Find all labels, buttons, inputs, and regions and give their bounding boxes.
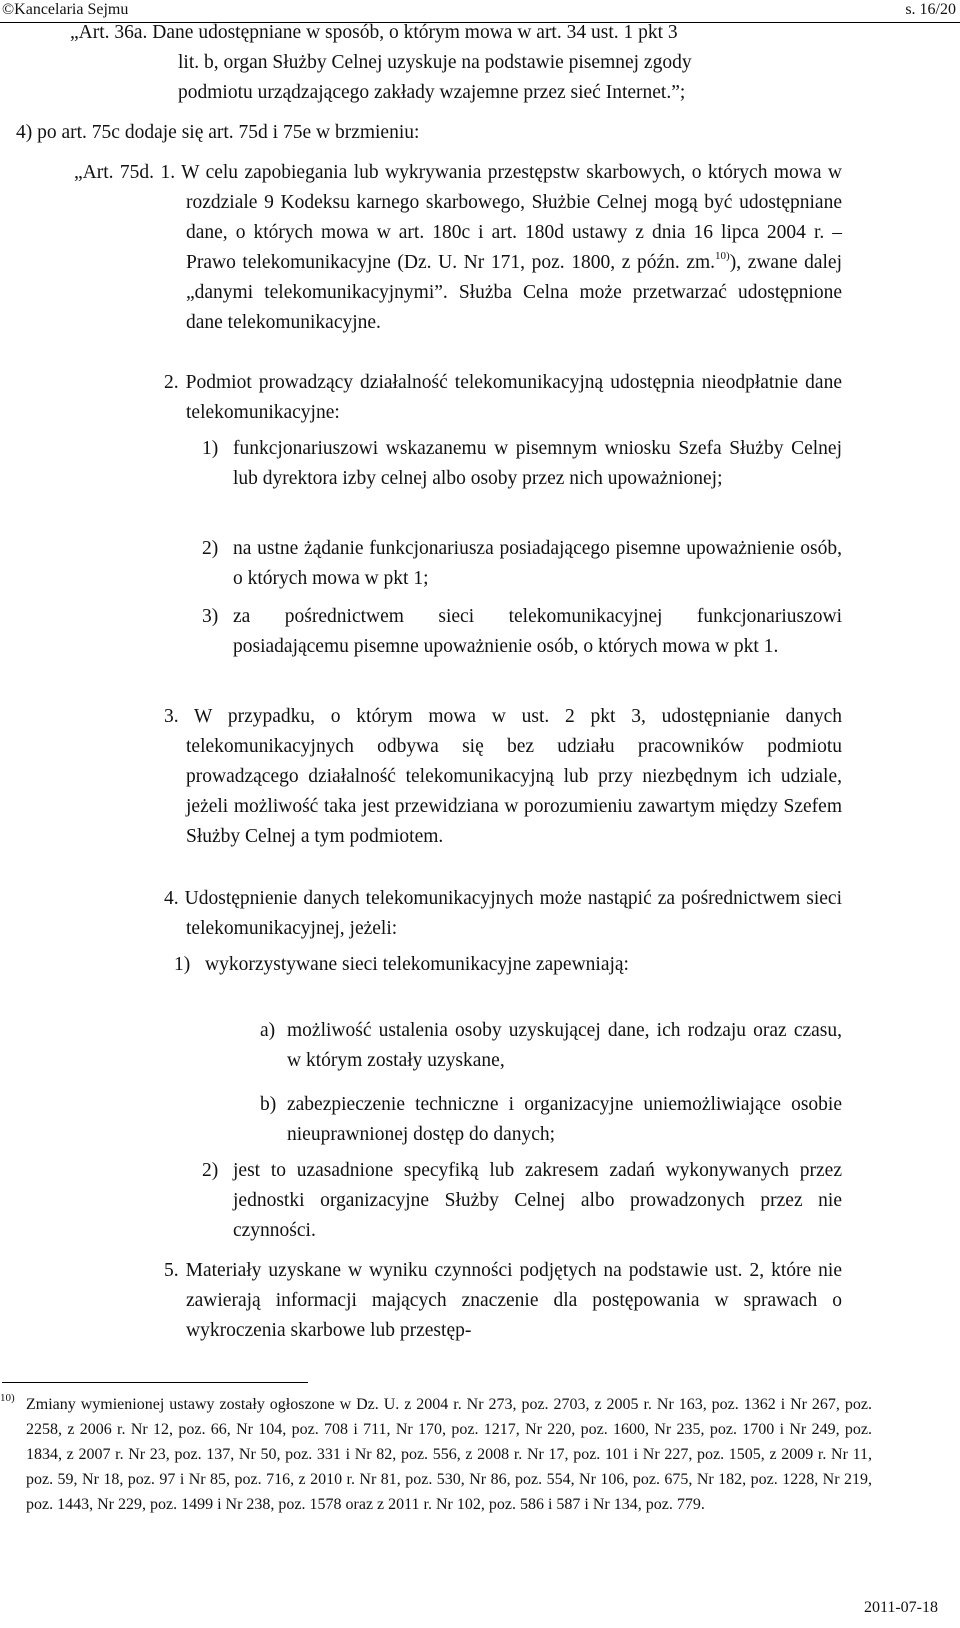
list-item-text: funkcjonariuszowi wskazanemu w pisemnym wniosku Szefa Służby Celnej lub dyrektora izby celnej albo osoby przez nich upoważnionej; — [233, 438, 842, 489]
list-item-text: na ustne żądanie funkcjonariusza posiadającego pisemne upoważnienie osób, o których mowa w pkt 1; — [233, 538, 842, 589]
document-date: 2011-07-18 — [863, 1599, 938, 1616]
list-item — [202, 534, 842, 594]
page-number: s. 16/20 — [905, 1, 956, 18]
footnote — [0, 1392, 872, 1517]
list-item-text: wykorzystywane sieci telekomunikacyjne zapewniają: — [205, 954, 629, 975]
art36a-line-3: podmiotu urządzającego zakłady wzajemne przez sieć Internet.”; — [178, 82, 686, 103]
art75d-paragraph-3: 3. W przypadku, o którym mowa w ust. 2 pkt 3, udostępnianie danych telekomunikacyjnych odbywa się bez udziału pracowników podmiotu prowadzącego działalność telekomunikacyjną lub przy niezbędnym ich udziale, jeżeli możliwość taka jest przewidziana w porozumieniu zawartym między Szefem Służby Celnej a tym podmiotem. — [164, 706, 842, 847]
list-item — [202, 434, 842, 494]
list-item-text: za pośrednictwem sieci telekomunikacyjnej funkcjonariuszowi posiadającemu pisemne upoważnienie osób, o których mowa w pkt 1. — [233, 606, 842, 657]
list-item-text: jest to uzasadnione specyfiką lub zakresem zadań wykonywanych przez jednostki organizacyjne Służby Celnej albo prowadzonych przez nie czynności. — [233, 1160, 842, 1241]
header-source: ©Kancelaria Sejmu — [2, 1, 129, 18]
footnote-mark: 10) — [0, 1392, 15, 1404]
list-item-number: 1) — [174, 954, 191, 975]
art75d-paragraph-2: 2. Podmiot prowadzący działalność telekomunikacyjną udostępnia nieodpłatnie dane telekomunikacyjne: — [164, 372, 842, 423]
list-item-number: 3) — [202, 606, 219, 627]
art75d-paragraph-5: 5. Materiały uzyskane w wyniku czynności podjętych na podstawie ust. 2, które nie zawierają informacji mających znaczenie dla postępowania w sprawach o wykroczenia skarbowe lub przestęp- — [164, 1260, 842, 1341]
art75d-paragraph-1 — [74, 158, 842, 338]
art36a-line-2: lit. b, organ Służby Celnej uzyskuje na podstawie pisemnej zgody — [178, 52, 692, 73]
footnote-separator — [2, 1382, 308, 1383]
art36a-line-1: „Art. 36a. Dane udostępniane w sposób, o którym mowa w art. 34 ust. 1 pkt 3 — [70, 22, 678, 43]
list-item-number: 2) — [202, 1160, 219, 1181]
art75d-paragraph-4: 4. Udostępnienie danych telekomunikacyjnych może nastąpić za pośrednictwem sieci telekomunikacyjnej, jeżeli: — [164, 888, 842, 939]
list-subitem-letter: b) — [260, 1094, 277, 1115]
list-item — [174, 950, 842, 980]
list-item-number: 1) — [202, 438, 219, 459]
list-subitem — [260, 1090, 842, 1150]
list-item — [202, 602, 842, 662]
list-subitem — [260, 1016, 842, 1076]
list-subitem-letter: a) — [260, 1020, 276, 1041]
list-subitem-text: możliwość ustalenia osoby uzyskującej dane, ich rodzaju oraz czasu, w którym zostały uzyskane, — [287, 1020, 842, 1071]
list-item-number: 2) — [202, 538, 219, 559]
footnote-text: Zmiany wymienionej ustawy zostały ogłoszone w Dz. U. z 2004 r. Nr 273, poz. 2703, z 2005 r. Nr 163, poz. 1362 i Nr 267, poz. 2258, z 2006 r. Nr 12, poz. 66, Nr 104, poz. 708 i 711, Nr 170, poz. 1217, Nr 220, poz. 1600, Nr 235, poz. 1700 i Nr 249, poz. 1834, z 2007 r. Nr 23, poz. 137, Nr 50, poz. 331 i Nr 82, poz. 556, z 2008 r. Nr 17, poz. 101 i Nr 227, poz. 1505, z 2009 r. Nr 11, poz. 59, Nr 18, poz. 97 i Nr 85, poz. 716, z 2010 r. Nr 81, poz. 530, Nr 86, poz. 554, Nr 106, poz. 675, Nr 182, poz. 1228, Nr 219, poz. 1443, Nr 229, poz. 1499 i Nr 238, poz. 1578 oraz z 2011 r. Nr 102, poz. 586 i 587 i Nr 134, poz. 779. — [26, 1396, 872, 1513]
amendment-point-4: 4) po art. 75c dodaje się art. 75d i 75e w brzmieniu: — [16, 122, 420, 143]
art75d-p1-text-a: „Art. 75d. 1. W celu zapobiegania lub wykrywania przestępstw skarbowych, o których mowa w rozdziale 9 Kodeksu karnego skarbowego, Służbie Celnej mogą być udostępniane dane, o których mowa w art. 180c i art. 180d ustawy z dnia 16 lipca 2004 r. – Prawo telekomunikacyjne (Dz. U. Nr 171, poz. 1800, z późn. zm. — [74, 162, 842, 273]
list-subitem-text: zabezpieczenie techniczne i organizacyjne uniemożliwiające osobie nieuprawnionej dostęp do danych; — [287, 1094, 842, 1145]
list-item — [202, 1156, 842, 1246]
footnote-ref-10: 10) — [715, 250, 730, 262]
art75d-p1-text-b: ), zwane dalej „danymi telekomunikacyjnymi”. Służba Celna może przetwarzać udostępnione dane telekomunikacyjne. — [186, 252, 842, 333]
